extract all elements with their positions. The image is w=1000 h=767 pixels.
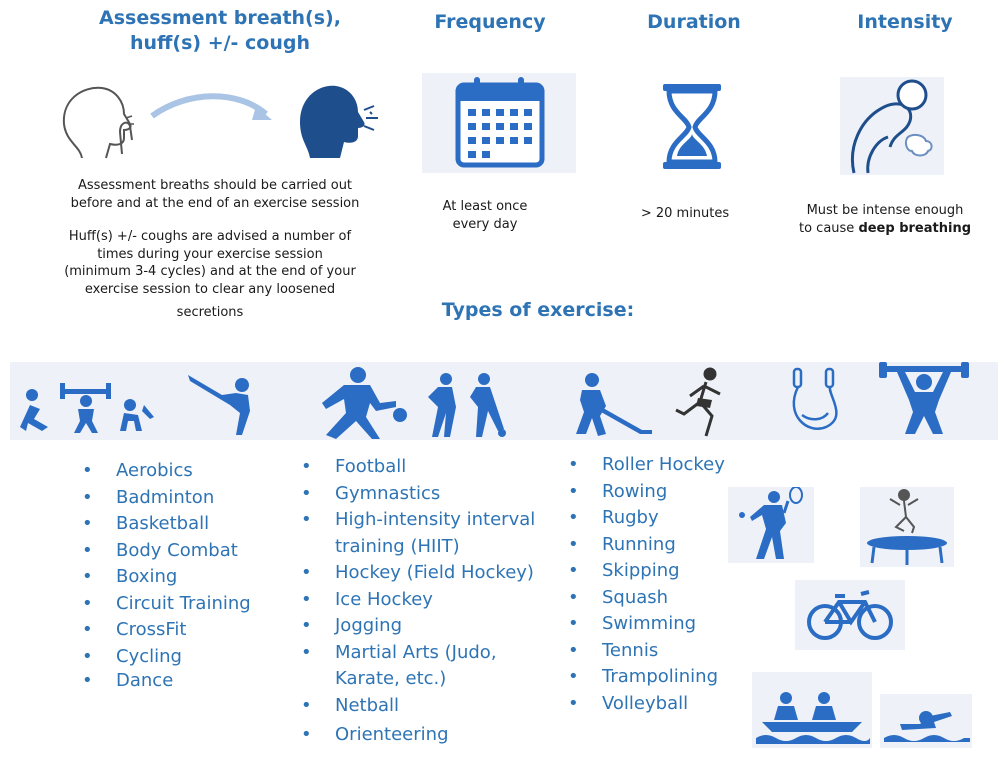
list-item: • CrossFit <box>82 617 282 644</box>
trampoline-icon <box>860 487 954 567</box>
list-item: • Gymnastics <box>301 481 551 508</box>
weightlifting-icon <box>877 362 971 436</box>
exercise-list-2 <box>301 454 551 749</box>
list-item: • Orienteering <box>301 722 551 749</box>
assessment-title: Assessment breath(s), huff(s) +/- cough <box>99 7 341 54</box>
list-item: • Circuit Training <box>82 591 282 618</box>
list-item: • Jogging <box>301 613 551 640</box>
types-heading: Types of exercise: <box>441 299 635 321</box>
arrow-icon <box>148 92 278 128</box>
huff-cough-text: Huff(s) +/- coughs are advised a number of times during your exercise session (minimum 3-4 cycles) and at the end of your exercise session to clear any loosened secretions <box>64 229 356 320</box>
list-item: • Football <box>301 454 551 481</box>
list-item: • Running <box>568 532 768 559</box>
tennis-icon <box>728 487 814 563</box>
deep-breathing-icon <box>840 77 944 175</box>
frequency-title: Frequency <box>434 11 546 33</box>
list-item: • High-intensity interval training (HIIT) <box>301 507 551 560</box>
list-item: • Aerobics <box>82 458 282 485</box>
swimming-icon <box>880 694 972 748</box>
coughing-head-icon <box>296 80 381 160</box>
list-item: • Tennis <box>568 638 768 665</box>
exercise-list-1 <box>82 458 282 695</box>
list-item: • Swimming <box>568 611 768 638</box>
intensity-text: Must be intense enough to cause deep breathing <box>798 203 972 236</box>
martial-arts-icon <box>182 365 272 437</box>
list-item: • Boxing <box>82 564 282 591</box>
ice-hockey-icon <box>556 368 656 440</box>
hand-icon <box>112 112 136 156</box>
list-item: • Rowing <box>568 479 768 506</box>
list-item: • Rugby <box>568 505 768 532</box>
duration-title: Duration <box>647 11 741 33</box>
duration-text: > 20 minutes <box>640 206 730 221</box>
intensity-title: Intensity <box>857 11 953 33</box>
basketball-icon <box>300 363 410 441</box>
football-icon <box>420 367 512 439</box>
list-item: • Hockey (Field Hockey) <box>301 560 551 587</box>
list-item: • Body Combat <box>82 538 282 565</box>
aerobics-icon <box>12 375 167 437</box>
list-item: • Roller Hockey <box>568 452 768 479</box>
list-item: • Cycling <box>82 644 282 671</box>
skipping-rope-icon <box>788 365 862 439</box>
list-item: • Badminton <box>82 485 282 512</box>
list-item: • Ice Hockey <box>301 587 551 614</box>
frequency-text: At least once every day <box>442 199 528 232</box>
list-item: • Trampolining <box>568 664 768 691</box>
list-item: • Basketball <box>82 511 282 538</box>
list-item: • Volleyball <box>568 691 768 718</box>
rowing-icon <box>752 672 872 748</box>
list-item: • Netball <box>301 693 551 720</box>
running-icon <box>672 366 740 440</box>
list-item: • Skipping <box>568 558 768 585</box>
calendar-icon <box>422 73 576 173</box>
list-item: • Martial Arts (Judo, Karate, etc.) <box>301 640 535 693</box>
list-item: • Squash <box>568 585 768 612</box>
list-item: • Dance <box>82 668 282 695</box>
hourglass-icon <box>661 82 727 172</box>
assessment-breaths-text: Assessment breaths should be carried out before and at the end of an exercise session <box>70 178 360 211</box>
cycling-icon <box>795 580 905 650</box>
